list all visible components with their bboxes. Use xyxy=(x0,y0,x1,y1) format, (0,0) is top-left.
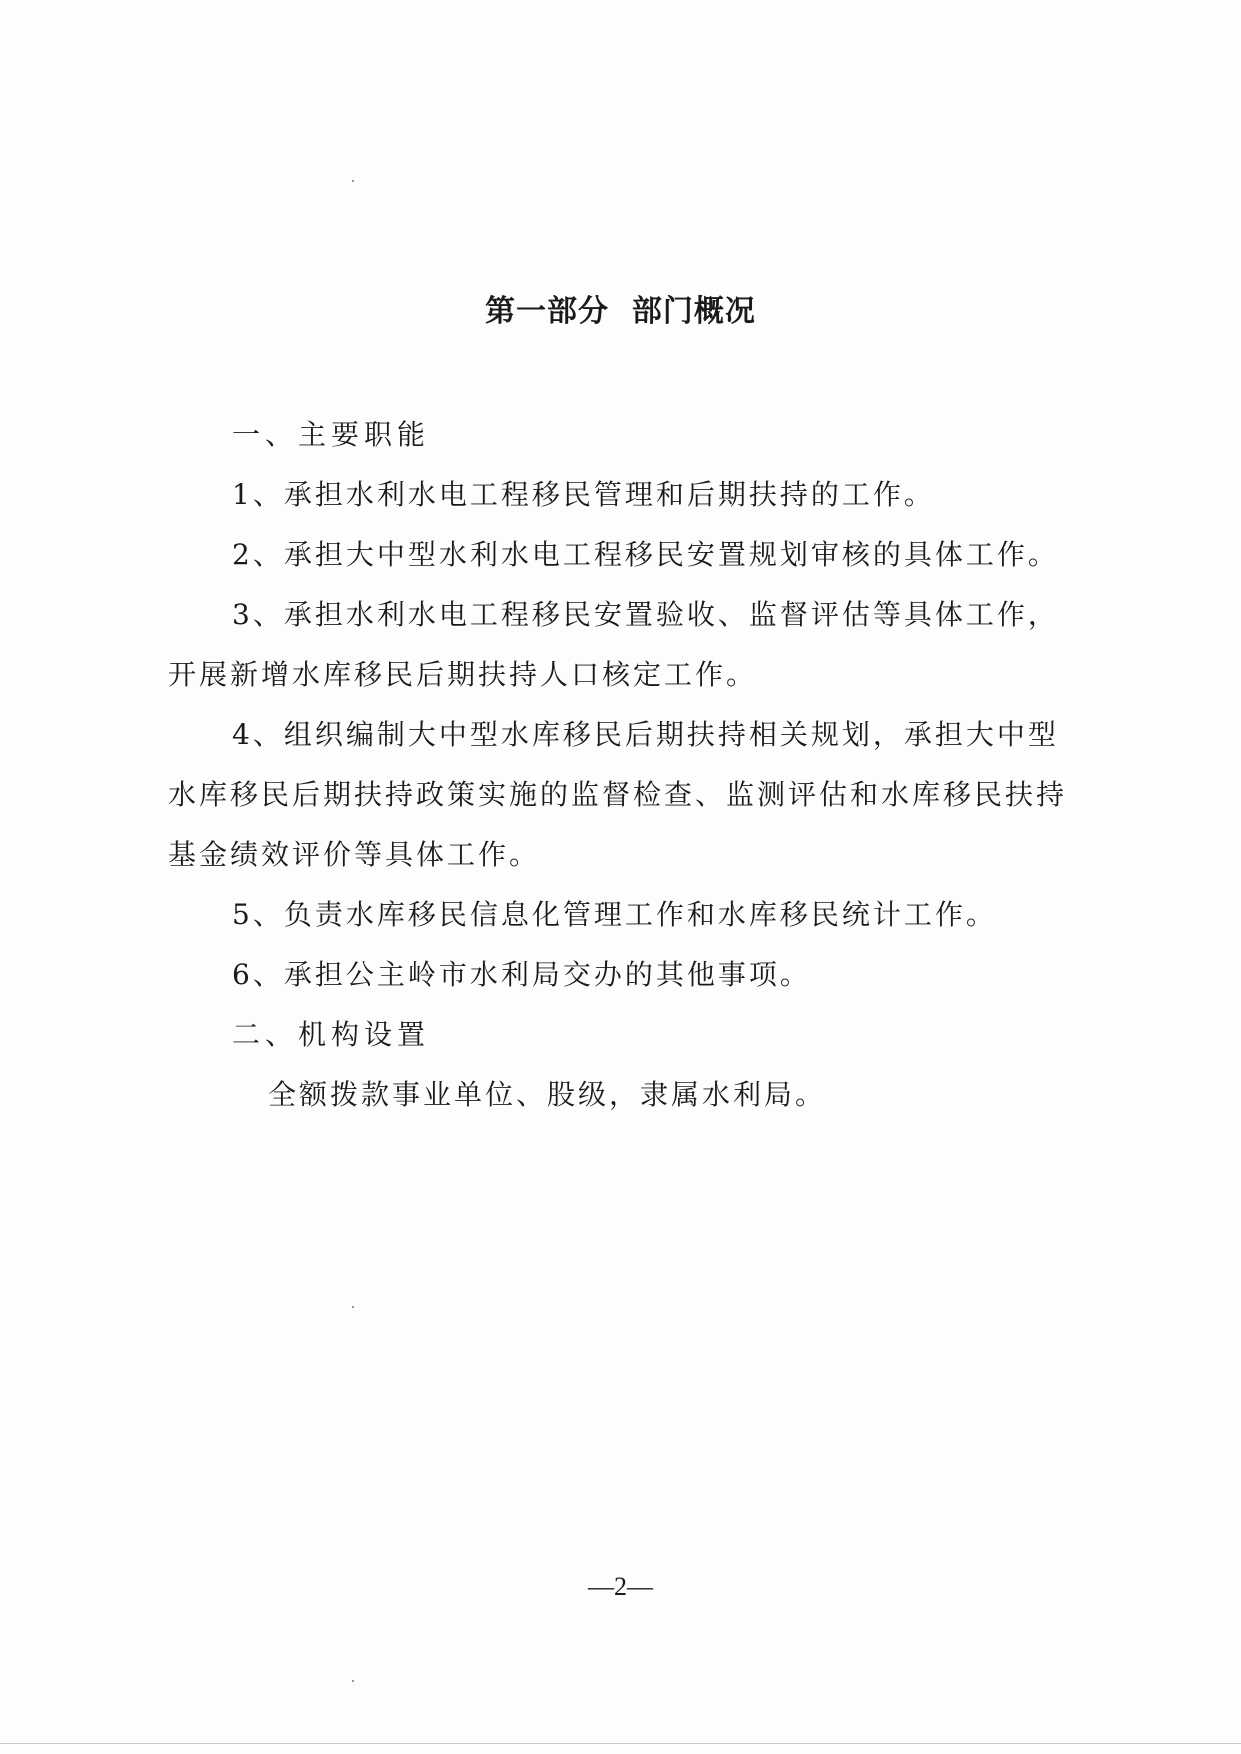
document-body xyxy=(168,405,1073,1125)
scan-edge-line xyxy=(0,1743,1241,1744)
function-item-2: 2、承担大中型水利水电工程移民安置规划审核的具体工作。 xyxy=(232,538,1059,571)
function-item-3: 3、承担水利水电工程移民安置验收、监督评估等具体工作，开展新增水库移民后期扶持人口核定工作。 xyxy=(168,598,1059,691)
section-heading-organization: 二、机构设置 xyxy=(232,1018,431,1051)
function-item-6: 6、承担公主岭市水利局交办的其他事项。 xyxy=(232,958,811,991)
page-number: —2— xyxy=(588,1572,653,1601)
function-item-4: 4、组织编制大中型水库移民后期扶持相关规划，承担大中型水库移民后期扶持政策实施的监督检查、监测评估和水库移民扶持基金绩效评价等具体工作。 xyxy=(168,718,1068,871)
function-item-1: 1、承担水利水电工程移民管理和后期扶持的工作。 xyxy=(232,478,935,511)
scan-speck xyxy=(352,1680,354,1682)
organization-body: 全额拨款事业单位、股级，隶属水利局。 xyxy=(268,1078,827,1111)
section-heading-functions: 一、主要职能 xyxy=(232,418,431,451)
function-item-5: 5、负责水库移民信息化管理工作和水库移民统计工作。 xyxy=(232,898,997,931)
page-title: 第一部分 部门概况 xyxy=(485,294,756,329)
scan-speck xyxy=(352,1306,354,1308)
scan-speck xyxy=(352,180,354,182)
